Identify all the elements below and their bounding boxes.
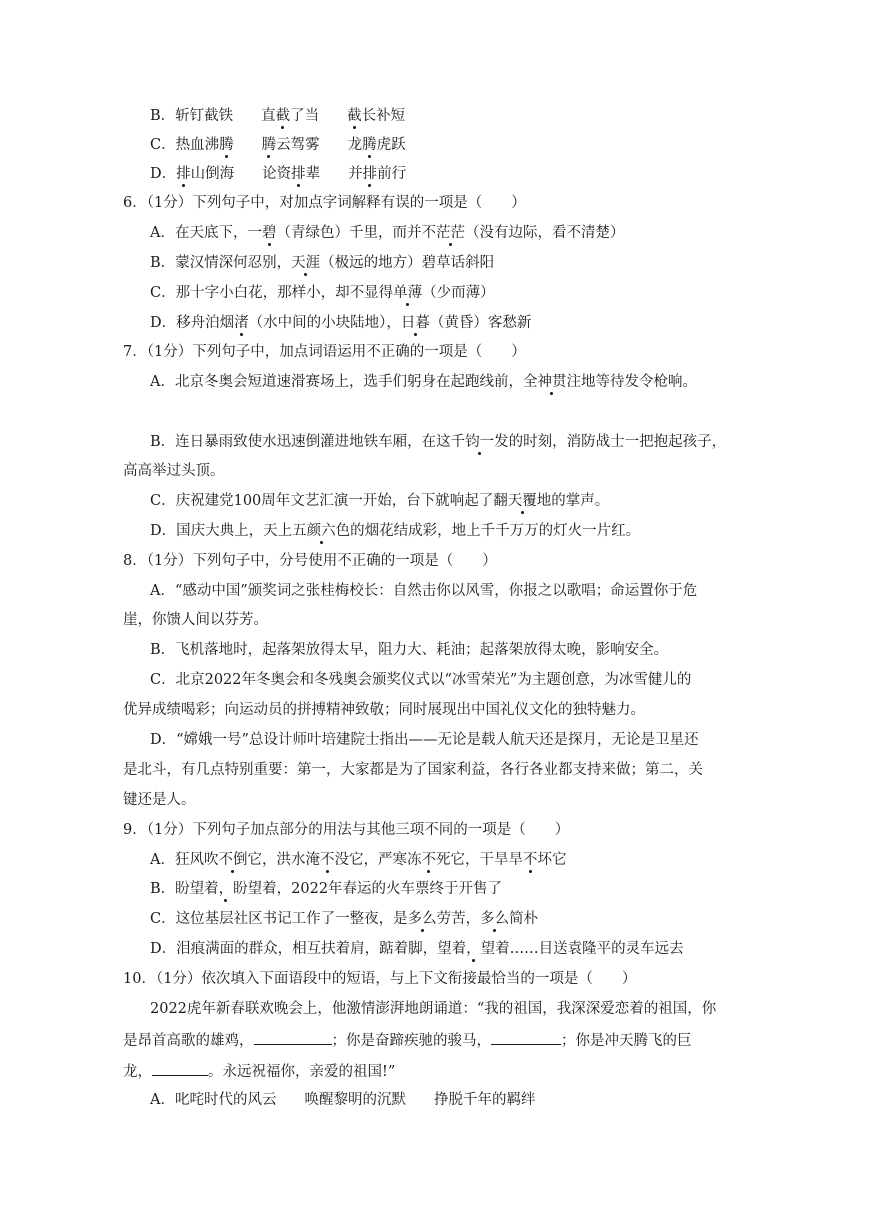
q9-option-b[interactable]: B．盼望着，盼望着，2022年春运的火车票终于开售了 bbox=[150, 881, 503, 897]
q8-option-d-cont2: 键还是人。 bbox=[123, 792, 196, 808]
q7-option-a[interactable]: A．北京冬奥会短道速滑赛场上，选手们躬身在起跑线前，全神贯注地等待发令枪响。 bbox=[150, 374, 697, 390]
blank-3[interactable] bbox=[152, 1061, 208, 1076]
q9-option-a[interactable]: A．狂风吹不倒它，洪水淹不没它，严寒冻不死它，干旱旱不坏它 bbox=[150, 852, 567, 868]
q7-option-c[interactable]: C．庆祝建党100周年文艺汇演一开始，台下就响起了翻天覆地的掌声。 bbox=[150, 493, 610, 509]
q10-passage-line-3: 龙， 。永远祝福你，亲爱的祖国!” bbox=[123, 1061, 395, 1082]
q5-option-b[interactable]: B．斩钉截铁 直截了当 截长补短 bbox=[150, 108, 406, 124]
q7-stem: 7．（1分）下列句子中，加点词语运用不正确的一项是（ ） bbox=[123, 344, 526, 360]
q8-option-d-cont: 是北斗，有几点特别重要：第一，大家都是为了国家利益，各行各业都支持来做；第二，关 bbox=[123, 762, 703, 778]
q6-option-a[interactable]: A．在天底下，一碧（青绿色）千里，而并不茫茫（没有边际，看不清楚） bbox=[150, 225, 625, 241]
q8-option-a[interactable]: A．“感动中国”颁奖词之张桂梅校长：自然击你以风雪，你报之以歌唱；命运置你于危 bbox=[150, 583, 698, 599]
blank-2[interactable] bbox=[491, 1030, 561, 1045]
q10-option-a[interactable]: A．叱咤时代的风云 唤醒黎明的沉默 挣脱千年的羁绊 bbox=[150, 1092, 536, 1108]
q8-option-c[interactable]: C．北京2022年冬奥会和冬残奥会颁奖仪式以“冰雪荣光”为主题创意，为冰雪健儿的 bbox=[150, 672, 692, 688]
q6-option-d[interactable]: D．移舟泊烟渚（水中间的小块陆地），日暮（黄昏）客愁新 bbox=[150, 315, 532, 331]
q6-option-b[interactable]: B．蒙汉情深何忍别，天涯（极远的地方）碧草话斜阳 bbox=[150, 255, 495, 271]
q7-option-b-cont: 高高举过头顶。 bbox=[123, 463, 225, 479]
q5-option-d[interactable]: D．排山倒海 论资排辈 并排前行 bbox=[150, 166, 407, 182]
q9-stem: 9．（1分）下列句子加点部分的用法与其他三项不同的一项是（ ） bbox=[123, 822, 570, 838]
q6-option-c[interactable]: C．那十字小白花，那样小，却不显得单薄（少而薄） bbox=[150, 285, 495, 301]
q8-option-b[interactable]: B．飞机落地时，起落架放得太早，阻力大、耗油；起落架放得太晚，影响安全。 bbox=[150, 642, 669, 658]
q8-stem: 8．（1分）下列句子中，分号使用不正确的一项是（ ） bbox=[123, 553, 497, 569]
q6-stem: 6．（1分）下列句子中，对加点字词解释有误的一项是（ ） bbox=[123, 195, 526, 211]
q10-passage-line-1: 2022虎年新春联欢晚会上，他激情澎湃地朗诵道：“我的祖国，我深深爱恋着的祖国，你 bbox=[150, 1001, 717, 1017]
q8-option-a-cont: 崖，你馈人间以芬芳。 bbox=[123, 612, 268, 628]
q7-option-b[interactable]: B．连日暴雨致使水迅速倒灌进地铁车厢，在这千钧一发的时刻，消防战士一把抱起孩子， bbox=[150, 434, 727, 450]
q10-stem: 10．（1分）依次填入下面语段中的短语，与上下文衔接最恰当的一项是（ ） bbox=[123, 971, 637, 987]
q9-option-d[interactable]: D．泪痕满面的群众，相互扶着肩，踮着脚，望着，望着……目送袁隆平的灵车远去 bbox=[150, 941, 684, 957]
q10-passage-line-2: 是昂首高歌的雄鸡， ；你是奋蹄疾驰的骏马， ；你是冲天腾飞的巨 bbox=[123, 1030, 692, 1051]
blank-1[interactable] bbox=[254, 1030, 332, 1045]
q8-option-c-cont: 优异成绩喝彩；向运动员的拼搏精神致敬；同时展现出中国礼仪文化的独特魅力。 bbox=[123, 702, 645, 718]
q9-option-c[interactable]: C．这位基层社区书记工作了一整夜，是多么劳苦，多么简朴 bbox=[150, 911, 539, 927]
q7-option-d[interactable]: D．国庆大典上，天上五颜六色的烟花结成彩，地上千千万万的灯火一片红。 bbox=[150, 523, 641, 539]
q8-option-d[interactable]: D．“嫦娥一号”总设计师叶培建院士指出——无论是载人航天还是探月，无论是卫星还 bbox=[150, 732, 699, 748]
q5-option-c[interactable]: C．热血沸腾 腾云驾雾 龙腾虎跃 bbox=[150, 137, 406, 153]
